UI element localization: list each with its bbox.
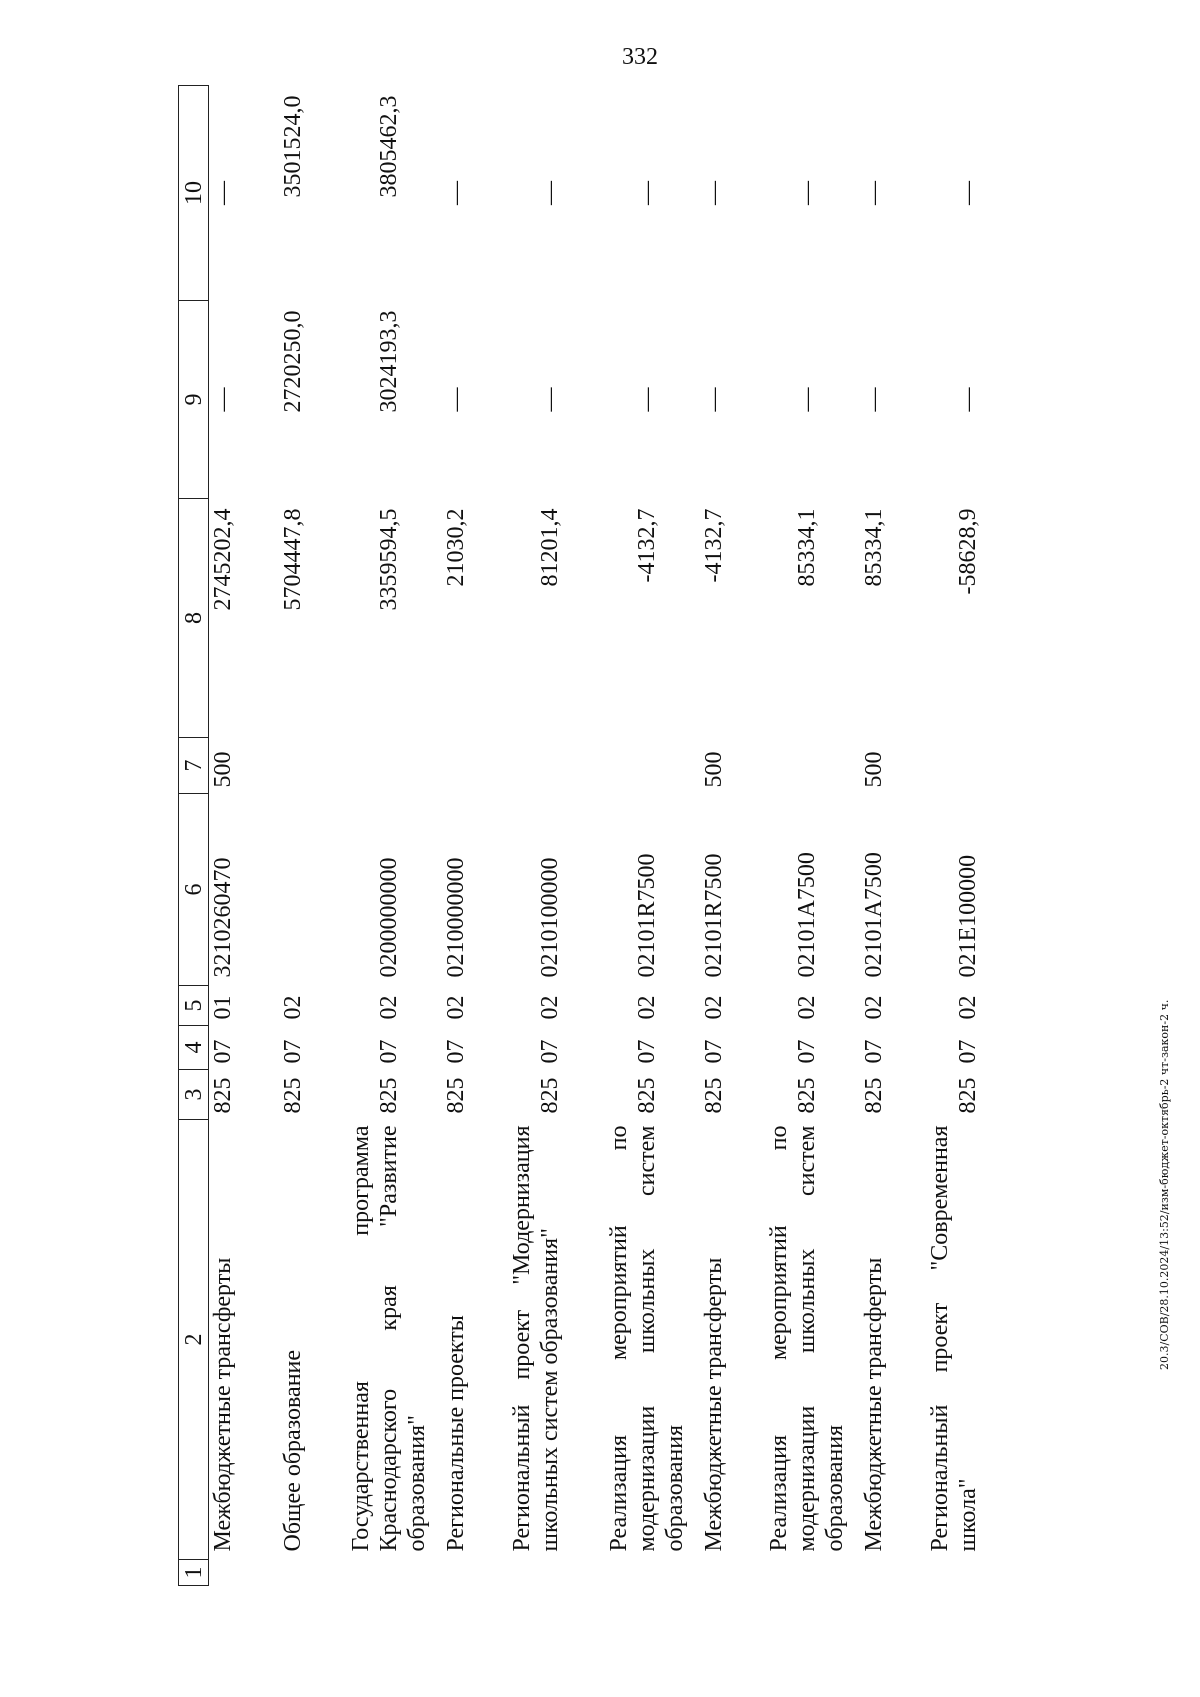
cell-c5: 02: [375, 995, 402, 1020]
row-name: Региональный проект "Современная школа": [926, 1125, 981, 1552]
cell-c4: 07: [442, 1039, 469, 1064]
cell-c3: 825: [860, 1077, 887, 1114]
cell-c6: 02101A7500: [860, 852, 887, 978]
cell-c6: 02101R7500: [633, 853, 660, 978]
cell-c4: 07: [375, 1039, 402, 1064]
row-name: Межбюджетные трансферты: [210, 1257, 236, 1552]
row-name: Региональный проект "Модернизация школьных систем образования": [508, 1125, 563, 1552]
cell-c7: [279, 738, 347, 794]
cell-c6: 02101R7500: [700, 853, 727, 978]
column-header: 1: [179, 1560, 209, 1586]
cell-c8: 81201,4: [536, 508, 563, 587]
cell-c7: 500: [210, 751, 236, 788]
cell-c7: 500: [860, 751, 887, 788]
column-header: 7: [179, 738, 209, 794]
cell-c8: -4132,7: [700, 508, 727, 583]
cell-c10: —: [536, 181, 563, 205]
table-row: [508, 86, 605, 1586]
column-header: 6: [179, 794, 209, 986]
cell-c3: 825: [210, 1077, 236, 1114]
cell-c3: 825: [633, 1077, 660, 1114]
cell-c10: 3805462,3: [375, 95, 402, 198]
column-header: 8: [179, 499, 209, 738]
column-header: 2: [179, 1120, 209, 1560]
cell-c5: 02: [860, 995, 887, 1020]
cell-c4: 07: [633, 1039, 660, 1064]
cell-c5: 01: [210, 995, 236, 1020]
cell-c5: 02: [700, 995, 727, 1020]
cell-c5: 02: [793, 995, 820, 1020]
cell-c7: [605, 738, 700, 794]
cell-c6: [279, 794, 347, 986]
cell-c5: 02: [954, 995, 981, 1020]
cell-c3: 825: [442, 1077, 469, 1114]
cell-c9: —: [442, 387, 469, 412]
row-name: Государственная программа Краснодарского края "Развитие образования": [347, 1125, 430, 1552]
cell-c9: —: [860, 387, 887, 412]
cell-c6: 0210100000: [536, 857, 563, 978]
cell-c7: [442, 738, 508, 794]
cell-c3: 825: [279, 1077, 306, 1114]
cell-c6: 021E100000: [954, 854, 981, 978]
cell-c8: 85334,1: [860, 508, 887, 587]
cell-c10: —: [793, 181, 820, 205]
cell-c9: 2720250,0: [279, 310, 306, 413]
cell-c7: [926, 738, 1006, 794]
cell-c7: [508, 738, 605, 794]
table-row: [765, 86, 860, 1586]
cell-c3: 825: [793, 1077, 820, 1114]
cell-c4: 07: [700, 1039, 727, 1064]
cell-c8: -4132,7: [633, 508, 660, 583]
cell-c8: 2745202,4: [210, 508, 236, 611]
table-row: [860, 86, 926, 1586]
cell-c4: 07: [793, 1039, 820, 1064]
cell-c4: 07: [954, 1039, 981, 1064]
table-row: [605, 86, 700, 1586]
table-row: [442, 86, 508, 1586]
cell-c6: 02101A7500: [793, 852, 820, 978]
cell-c7: [347, 738, 442, 794]
table-row: [279, 86, 347, 1586]
table-row: [209, 86, 279, 1586]
row-name: Реализация мероприятий по модернизации школьных систем образования: [765, 1125, 848, 1552]
table-header-row: [179, 86, 209, 1586]
column-header: 9: [179, 301, 209, 499]
cell-c4: 07: [536, 1039, 563, 1064]
cell-c8: 3359594,5: [375, 508, 402, 611]
table-row: [700, 86, 765, 1586]
row-name: Межбюджетные трансферты: [700, 1257, 727, 1552]
cell-c8: 21030,2: [442, 508, 469, 587]
cell-c5: 02: [442, 995, 469, 1020]
column-header: 5: [179, 986, 209, 1026]
page-number: 332: [622, 44, 658, 70]
cell-c10: —: [700, 181, 727, 205]
table-row: [347, 86, 442, 1586]
cell-c9: —: [954, 387, 981, 412]
cell-c10: —: [210, 181, 236, 205]
cell-c5: 02: [536, 995, 563, 1020]
column-header: 10: [179, 86, 209, 301]
row-name: Реализация мероприятий по модернизации школьных систем образования: [605, 1125, 688, 1552]
row-name: Общее образование: [279, 1349, 306, 1552]
cell-c8: 85334,1: [793, 508, 820, 587]
cell-c4: 07: [279, 1039, 306, 1064]
cell-c6: 3210260470: [210, 857, 236, 978]
cell-c3: 825: [375, 1077, 402, 1114]
cell-c10: —: [633, 181, 660, 205]
row-name: Межбюджетные трансферты: [860, 1257, 887, 1552]
cell-c3: 825: [700, 1077, 727, 1114]
cell-c3: 825: [954, 1077, 981, 1114]
cell-c8: 5704447,8: [279, 508, 306, 611]
cell-c9: —: [536, 387, 563, 412]
cell-c7: 500: [700, 751, 727, 788]
cell-c6: 0210000000: [442, 857, 469, 978]
cell-c9: —: [633, 387, 660, 412]
budget-table: [178, 85, 1006, 1586]
row-name: Региональные проекты: [442, 1315, 469, 1552]
cell-c6: 0200000000: [375, 857, 402, 978]
cell-c5: 02: [279, 995, 306, 1020]
cell-c10: 3501524,0: [279, 95, 306, 198]
cell-c7: [765, 738, 860, 794]
cell-c10: —: [442, 181, 469, 205]
cell-c3: 825: [536, 1077, 563, 1114]
cell-c10: —: [860, 181, 887, 205]
cell-c10: —: [954, 181, 981, 205]
cell-c5: 02: [633, 995, 660, 1020]
cell-c4: 07: [210, 1039, 236, 1064]
table-row: [926, 86, 1006, 1586]
column-header: 4: [179, 1026, 209, 1070]
cell-c4: 07: [860, 1039, 887, 1064]
cell-c9: —: [793, 387, 820, 412]
cell-c8: -58628,9: [954, 508, 981, 595]
column-header: 3: [179, 1070, 209, 1120]
cell-c9: —: [210, 387, 236, 412]
cell-c9: 3024193,3: [375, 310, 402, 413]
cell-c9: —: [700, 387, 727, 412]
